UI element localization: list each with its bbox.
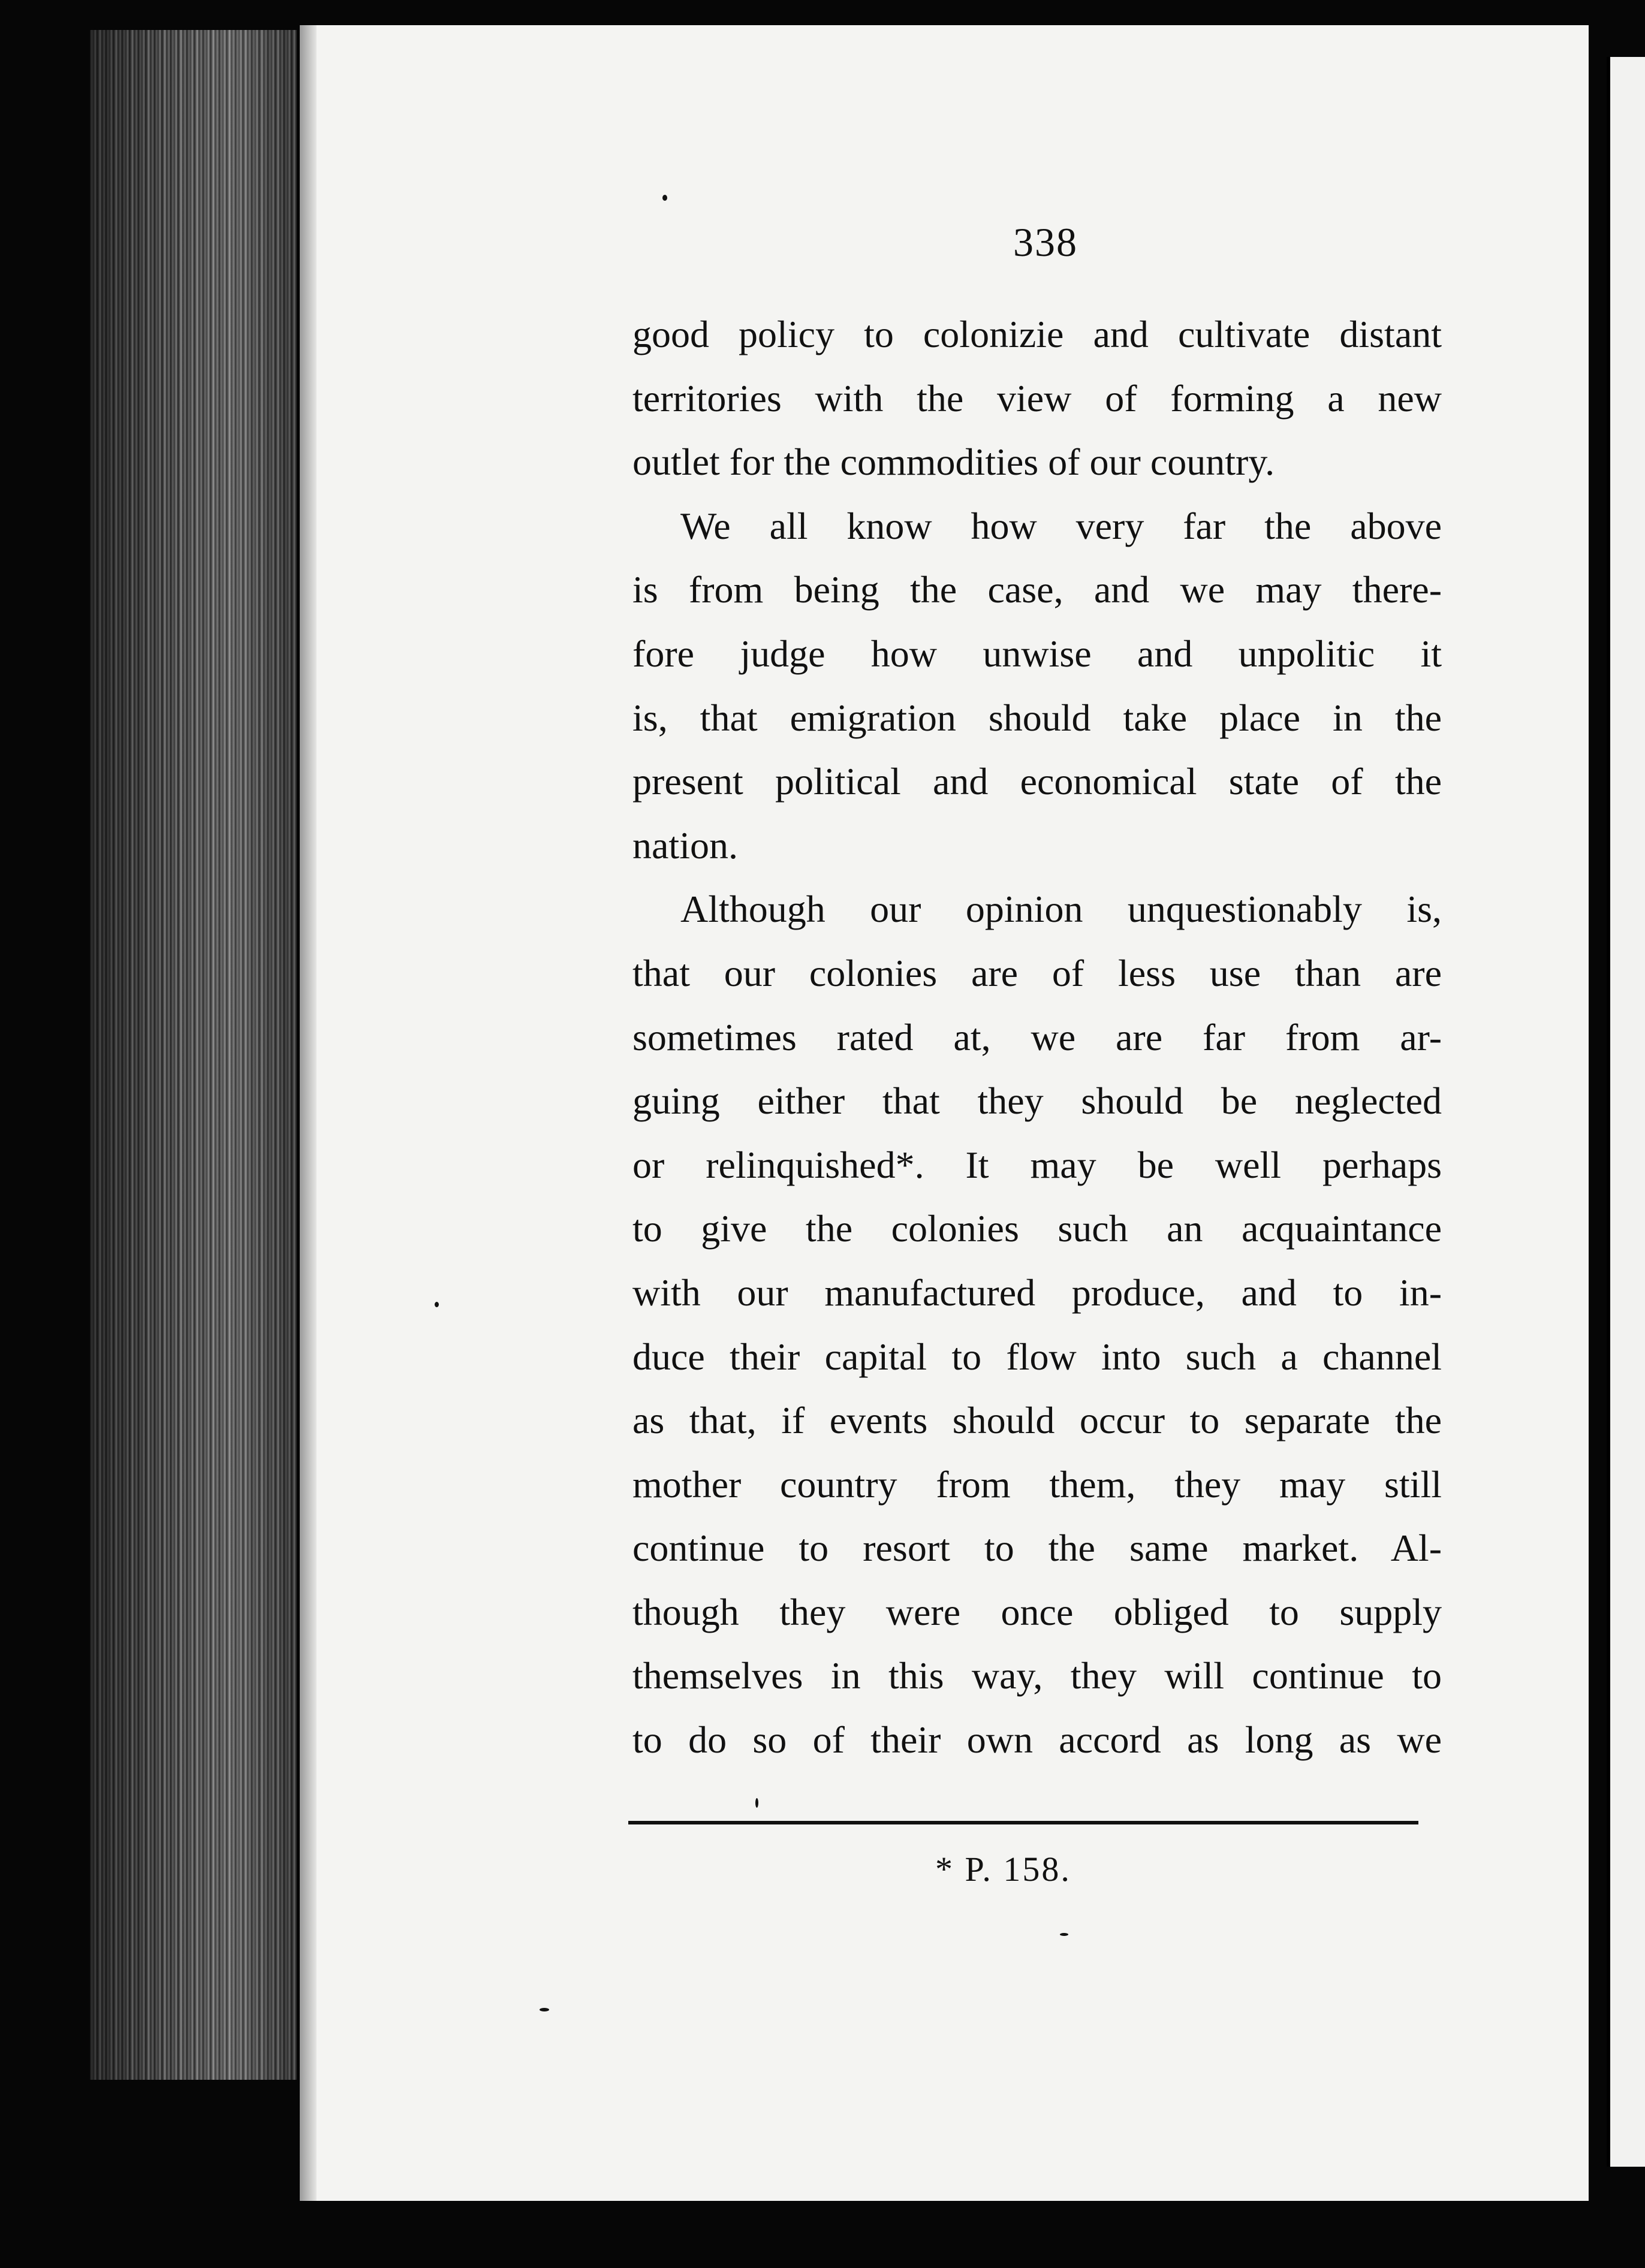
text-line: territories with the view of forming a new <box>632 376 1442 420</box>
facing-page-edge <box>1607 57 1645 2167</box>
text-line: to give the colonies such an acquaintance <box>632 1207 1442 1250</box>
book-edge-shadow <box>90 30 297 2080</box>
text-line: guing either that they should be neglected <box>632 1079 1442 1123</box>
footnote-rule <box>628 1821 1418 1824</box>
paper-speck <box>662 195 667 201</box>
page-number: 338 <box>1013 219 1078 265</box>
paper-speck <box>540 2008 549 2011</box>
paper-speck <box>755 1798 758 1808</box>
text-line: Although our opinion unquestionably is, <box>680 888 1442 931</box>
text-line: present political and economical state of the <box>632 760 1442 803</box>
text-line: We all know how very far the above <box>680 504 1442 547</box>
text-line: though they were once obliged to supply <box>632 1590 1442 1633</box>
text-line: good policy to colonizie and cultivate distant <box>632 313 1442 355</box>
text-line: is from being the case, and we may there- <box>632 568 1442 611</box>
page-gutter-shadow <box>300 25 317 2201</box>
text-line: outlet for the commodities of our country. <box>632 441 1275 484</box>
text-line: is, that emigration should take place in the <box>632 696 1442 739</box>
text-line: mother country from them, they may still <box>632 1462 1442 1506</box>
text-line: as that, if events should occur to separate the <box>632 1399 1442 1442</box>
text-line: to do so of their own accord as long as we <box>632 1718 1442 1762</box>
text-line: themselves in this way, they will continue to <box>632 1654 1442 1697</box>
footnote: * P. 158. <box>935 1850 1071 1889</box>
paper-speck <box>435 1302 439 1307</box>
text-line: sometimes rated at, we are far from ar- <box>632 1015 1442 1058</box>
text-line: nation. <box>632 824 738 867</box>
body-text <box>632 303 1442 1772</box>
text-line: or relinquished*. It may be well perhaps <box>632 1143 1442 1186</box>
text-line: fore judge how unwise and unpolitic it <box>632 632 1442 675</box>
text-line: with our manufactured produce, and to in- <box>632 1271 1442 1314</box>
paper-speck <box>1060 1933 1068 1936</box>
text-line: duce their capital to flow into such a channel <box>632 1335 1442 1378</box>
text-line: continue to resort to the same market. Al- <box>632 1527 1442 1570</box>
text-line: that our colonies are of less use than are <box>632 951 1442 994</box>
